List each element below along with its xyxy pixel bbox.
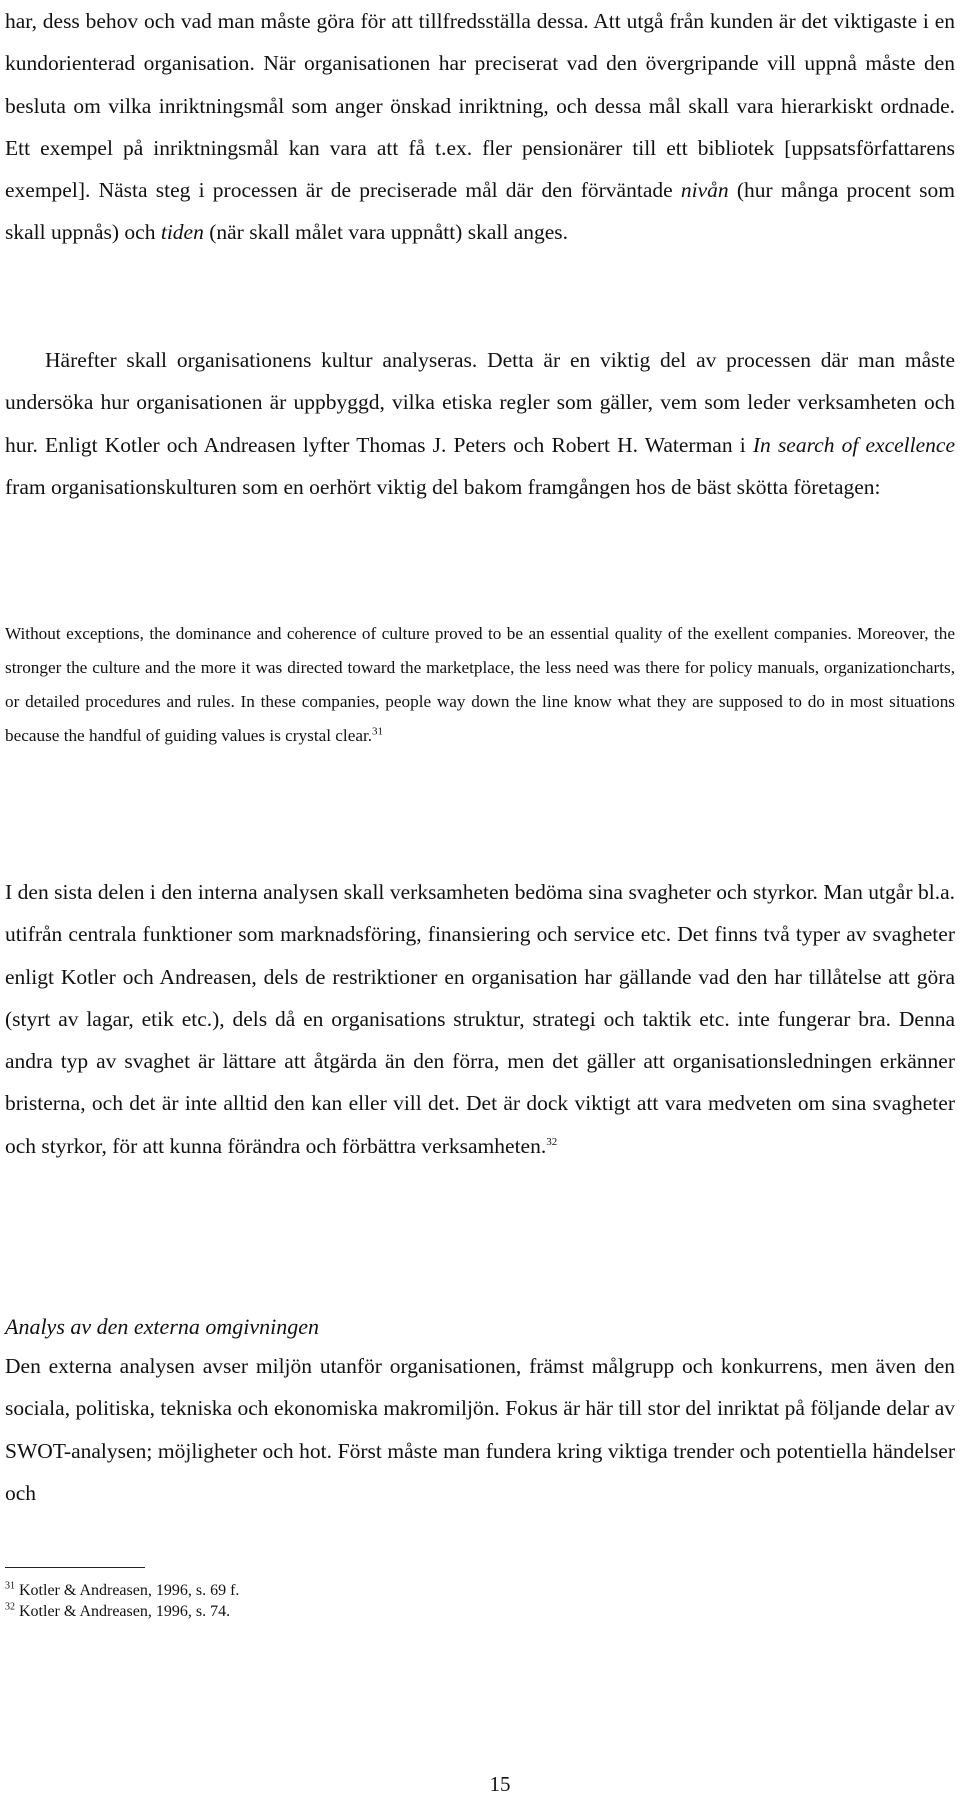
emphasis-tiden: tiden [160, 220, 204, 245]
paragraph-weaknesses [5, 871, 955, 1167]
page-number: 15 [489, 1772, 511, 1796]
footnote-31 [5, 1580, 605, 1601]
footnote-number: 32 [5, 1601, 15, 1613]
paragraph-culture-text-2: fram organisationskulturen som en oerhört viktig del bakom framgången hos de bäst skötta företagen: [5, 474, 881, 499]
paragraph-external-analysis-text: Den externa analysen avser miljön utanför organisationen, främst målgrupp och konkurrens, men även den sociala, politiska, tekniska och ekonomiska makromiljön. Fokus är här till stor del inriktat på följande delar av SWOT-analysen; möjligheter och hot. Först måste man fundera kring viktiga trender och potentiella händelser och [5, 1354, 955, 1505]
block-quote [5, 617, 955, 753]
emphasis-nivan: nivån [680, 178, 729, 203]
footnote-text: Kotler & Andreasen, 1996, s. 74. [19, 1603, 231, 1620]
paragraph-goals [5, 0, 955, 254]
paragraph-external-analysis [5, 1345, 955, 1514]
footnote-text: Kotler & Andreasen, 1996, s. 69 f. [19, 1582, 240, 1599]
footnote-ref-31: 31 [372, 725, 384, 738]
block-quote-text: Without exceptions, the dominance and coherence of culture proved to be an essential quality of the exellent companies. Moreover, the stronger the culture and the more it was directed toward the marketplace, the less need was there for policy manuals, organizationcharts, or detailed procedures and rules. In these companies, people way down the line know what they are supposed to do in most situations because the handful of guiding values is crystal clear. [5, 624, 955, 745]
footnotes [5, 1580, 605, 1622]
section-heading: Analys av den externa omgivningen [5, 1314, 320, 1339]
paragraph-goals-text-2: (hur många procent som skall uppnås) och [5, 178, 955, 245]
paragraph-weaknesses-text: I den sista delen i den interna analysen skall verksamheten bedöma sina svagheter och styrkor. Man utgår bl.a. utifrån centrala funktioner som marknadsföring, finansiering och service etc. Det finns två typer av svagheter enligt Kotler och Andreasen, dels de restriktioner en organisation har gällande vad den har tillåtelse att göra (styrt av lagar, etik etc.), dels då en organisations struktur, strategi och taktik etc. inte fungerar bra. Denna andra typ av svaghet är lättare att åtgärda än den förra, men det gäller att organisationsledningen erkänner bristerna, och det är inte alltid den kan eller vill det. Det är dock viktigt att vara medveten om sina svagheter och styrkor, för att kunna förändra och förbättra verksamheten. [5, 880, 955, 1158]
book-title-in-search-of-excellence: In search of excellence [752, 432, 955, 457]
footnote-32 [5, 1601, 605, 1622]
paragraph-culture-text-1: Härefter skall organisationens kultur analyseras. Detta är en viktig del av processen där man måste undersöka hur organisationen är uppbyggd, vilka etiska regler som gäller, vem som leder verksamheten och hur. Enligt Kotler och Andreasen lyfter Thomas J. Peters och Robert H. Waterman i [5, 348, 955, 457]
footnote-ref-32: 32 [546, 1135, 558, 1148]
paragraph-goals-text-3: (när skall målet vara uppnått) skall anges. [203, 220, 569, 245]
paragraph-culture [5, 339, 955, 508]
footnote-separator [5, 1567, 145, 1568]
footnote-number: 31 [5, 1580, 15, 1592]
paragraph-goals-text-1: har, dess behov och vad man måste göra för att tillfredsställa dessa. Att utgå från kunden är det viktigaste i en kundorienterad organisation. När organisationen har preciserat vad den övergripande vill uppnå måste den besluta om vilka inriktningsmål som anger önskad inriktning, och dessa mål skall vara hierarkiskt ordnade. Ett exempel på inriktningsmål kan vara att få t.ex. fler pensionärer till ett bibliotek [uppsatsförfattarens exempel]. Nästa steg i processen är de preciserade mål där den förväntade [5, 9, 955, 203]
